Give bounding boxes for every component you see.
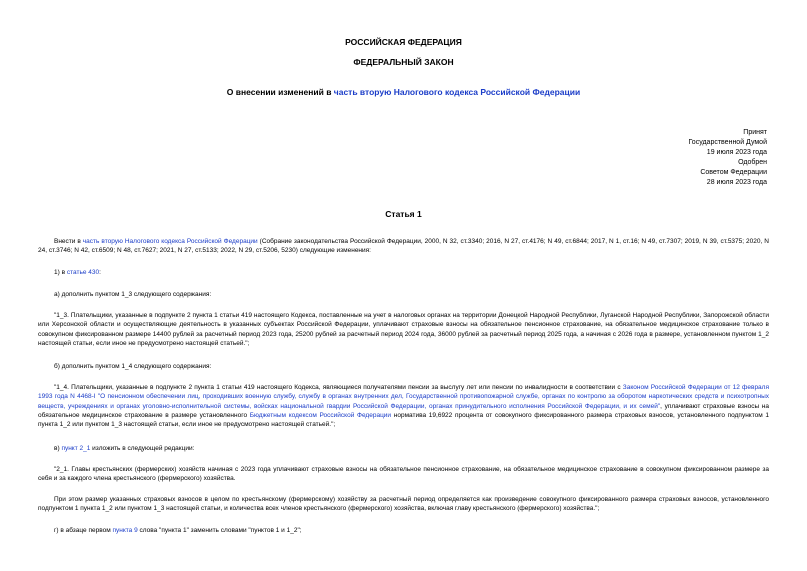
law-type-heading: ФЕДЕРАЛЬНЫЙ ЗАКОН [353,57,454,67]
item-1-link[interactable]: статье 430 [66,269,100,276]
item-v-link[interactable]: пункт 2_1 [61,445,91,452]
adoption-block [688,128,767,188]
item-g-paragraph [38,526,769,535]
item-b-post: норматива 19,6922 процента от совокупного фиксированного размера страховых взносов, установленного подпунктом 1 пункта 1_2 или пунктом 1_3 настоящей статьи, если иное не предусмотрено настоящей статьей."; [38,411,769,429]
intro-post: (Собрание законодательства Российской Федерации, 2000, N 32, ст.3340; 2016, N 27, ст.4176; N 49, ст.6844; 2017, N 1, ст.16; N 49, ст.7307; 2019, N 39, ст.5375; 2020, N 24, ст.3746; N 42, ст.6509; N 48, ст.7627; 2021, N 27, ст.5133; 2022, N 29, ст.5206, 5230) следующие изменения: [38,238,769,255]
intro-link[interactable]: часть вторую Налогового кодекса Российской Федерации [82,238,258,245]
adoption-line-2: Государственной Думой [688,139,767,146]
adoption-line-6: 28 июля 2023 года [706,179,767,186]
article-title: Статья 1 [385,209,422,219]
item-1-pre: 1) в [54,269,67,276]
item-b-pre: "1_4. Плательщики, указанные в подпункте 2 пункта 1 статьи 419 настоящего Кодекса, являющиеся получателями пенсии за выслугу лет или пенсии по инвалидности в соответствии с [54,384,623,391]
adoption-line-1: Принят [743,129,767,136]
item-g-pre: г) в абзаце первом [54,527,113,534]
budget-code-link[interactable]: Бюджетным кодексом Российской Федерации [249,411,392,419]
law-reference-link[interactable]: Законом Российской Федерации от 12 февраля 1993 года N 4468-I "О пенсионном обеспечении лиц, проходивших военную службу, службу в органах внутренних дел, Государственной противопожарной службе, органах по контролю за оборотом наркотических средств и психотропных веществ, учреждениях и органах уголовно-исполнительной системы, войсках национальной гвардии Российской Федерации, органах принудительного исполнения Российской Федерации, и их семей" [38,384,769,410]
item-b-mid: , уплачивают страховые взносы на обязательное медицинское страхование в размере установленного [38,402,769,419]
item-v-text-2: При этом размер указанных страховых взносов в целом по крестьянскому (фермерскому) хозяйству за расчетный период определяется как произведение совокупного фиксированного размера страховых взносов, установленного подпунктом 1 пункта 1_2 или пунктом 1_3 настоящей статьи, и количества всех членов крестьянского (фермерского) хозяйства, включая главу крестьянского (фермерского) хозяйства."; [38,496,769,513]
country-heading: РОССИЙСКАЯ ФЕДЕРАЦИЯ [345,37,462,47]
intro-pre: Внести в [54,238,83,245]
item-v-text: "2_1. Главы крестьянских (фермерских) хозяйств начиная с 2023 года уплачивают страховые взносы на обязательное пенсионное страхование, на обязательное медицинское страхование в совокупном фиксированном размере за себя и за каждого члена крестьянского (фермерского) хозяйства. [38,466,769,483]
item-v-pre: в) [54,445,62,452]
item-g-link[interactable]: пункта 9 [112,527,138,534]
item-b-paragraph: б) дополнить пунктом 1_4 следующего содержания: [54,363,212,370]
item-v-paragraph [38,444,769,453]
item-g-post: слова "пункта 1" заменить словами "пунктов 1 и 1_2"; [137,527,302,534]
adoption-line-3: 19 июля 2023 года [706,149,767,156]
adoption-line-5: Советом Федерации [700,169,767,176]
item-a-text: "1_3. Плательщики, указанные в подпункте 2 пункта 1 статьи 419 настоящего Кодекса, поставленные на учет в налоговых органах на территории Донецкой Народной Республики, Луганской Народной Республики, Запорожской области или Херсонской области и осуществляющие деятельность в указанных субъектах Российской Федерации, уплачивают страховые взносы на обязательное пенсионное страхование, на обязательное медицинское страхование только в совокупном фиксированном размере 14400 рублей за расчетный период 2023 года, 25200 рублей за расчетный период 2024 года, 36000 рублей за расчетный период 2025 года, а начиная с 2026 года в размере, установленном пунктом 1_2 настоящей статьи, если иное не предусмотрено настоящей статьей."; [38,312,769,347]
law-title-link[interactable]: часть вторую Налогового кодекса Российской Федерации [333,87,581,97]
item-b-text [38,383,769,429]
law-title-prefix: О внесении изменений в [226,87,334,97]
intro-paragraph [38,237,769,256]
law-title [0,87,807,97]
adoption-line-4: Одобрен [738,159,767,166]
item-1-post: : [99,269,101,276]
item-a-paragraph: а) дополнить пунктом 1_3 следующего содержания: [54,291,212,298]
item-v-post: изложить в следующей редакции: [90,445,195,452]
item-1-paragraph [38,268,769,277]
